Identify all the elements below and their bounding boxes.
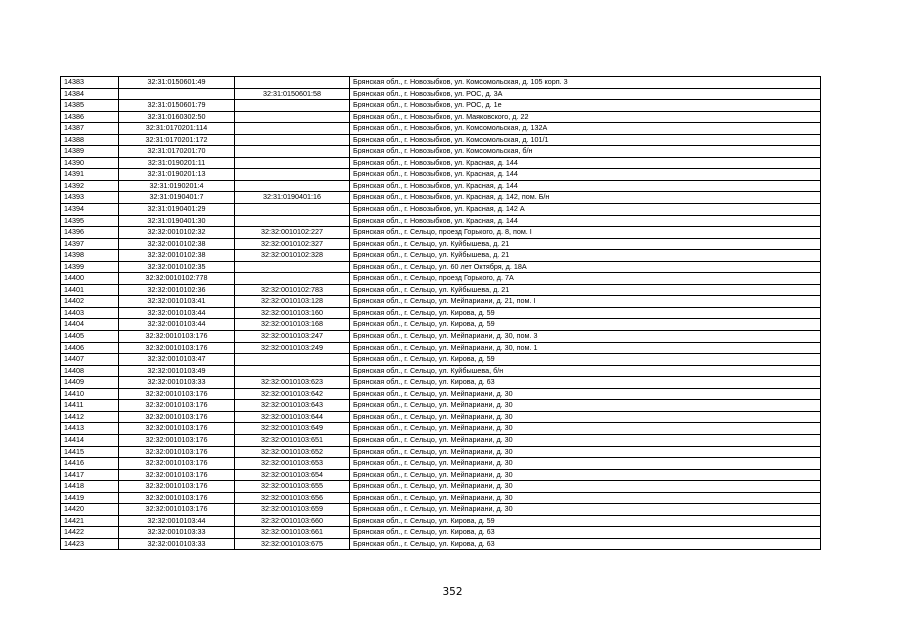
secondary-cadastral-number-cell: 32:32:0010103:656 (235, 492, 350, 504)
address-cell: Брянская обл., г. Новозыбков, ул. РОС, д. 1е (350, 100, 821, 112)
address-cell: Брянская обл., г. Сельцо, ул. Куйбышева, д. 21 (350, 284, 821, 296)
address-cell: Брянская обл., г. Новозыбков, ул. Комсомольская, б/н (350, 146, 821, 158)
address-cell: Брянская обл., г. Сельцо, ул. Куйбышева, д. 21 (350, 238, 821, 250)
table-row (61, 77, 821, 89)
cadastral-number-cell: 32:32:0010103:49 (119, 365, 235, 377)
secondary-cadastral-number-cell: 32:32:0010102:327 (235, 238, 350, 250)
table-row (61, 307, 821, 319)
secondary-cadastral-number-cell (235, 100, 350, 112)
secondary-cadastral-number-cell: 32:32:0010103:675 (235, 538, 350, 550)
cadastral-number-cell: 32:31:0190201:11 (119, 157, 235, 169)
address-cell: Брянская обл., г. Сельцо, ул. Кирова, д. 59 (350, 319, 821, 331)
cadastral-number-cell: 32:32:0010103:176 (119, 504, 235, 516)
secondary-cadastral-number-cell: 32:32:0010103:643 (235, 400, 350, 412)
address-cell: Брянская обл., г. Сельцо, ул. Мейпариани, д. 30 (350, 434, 821, 446)
secondary-cadastral-number-cell (235, 146, 350, 158)
address-cell: Брянская обл., г. Сельцо, ул. Куйбышева, б/н (350, 365, 821, 377)
row-number-cell: 14406 (61, 342, 119, 354)
secondary-cadastral-number-cell: 32:32:0010103:644 (235, 411, 350, 423)
table-row (61, 296, 821, 308)
address-cell: Брянская обл., г. Сельцо, ул. Мейпариани, д. 30, пом. 3 (350, 331, 821, 343)
secondary-cadastral-number-cell: 32:32:0010103:661 (235, 527, 350, 539)
table-row (61, 446, 821, 458)
table-row (61, 227, 821, 239)
cadastral-number-cell: 32:32:0010102:38 (119, 238, 235, 250)
secondary-cadastral-number-cell (235, 123, 350, 135)
cadastral-number-cell: 32:31:0150601:49 (119, 77, 235, 89)
cadastral-number-cell: 32:32:0010102:35 (119, 261, 235, 273)
row-number-cell: 14419 (61, 492, 119, 504)
address-cell: Брянская обл., г. Сельцо, ул. Кирова, д. 59 (350, 354, 821, 366)
row-number-cell: 14412 (61, 411, 119, 423)
address-cell: Брянская обл., г. Сельцо, ул. Мейпариани, д. 30 (350, 423, 821, 435)
row-number-cell: 14385 (61, 100, 119, 112)
address-cell: Брянская обл., г. Новозыбков, ул. Красная, д. 142, пом. Б/н (350, 192, 821, 204)
address-cell: Брянская обл., г. Сельцо, ул. Мейпариани, д. 30 (350, 458, 821, 470)
row-number-cell: 14409 (61, 377, 119, 389)
address-cell: Брянская обл., г. Сельцо, ул. Мейпариани, д. 30 (350, 388, 821, 400)
row-number-cell: 14395 (61, 215, 119, 227)
table-row (61, 134, 821, 146)
address-cell: Брянская обл., г. Новозыбков, ул. РОС, д. 3А (350, 88, 821, 100)
cadastral-number-cell: 32:31:0190401:7 (119, 192, 235, 204)
address-cell: Брянская обл., г. Новозыбков, ул. Комсомольская, д. 101/1 (350, 134, 821, 146)
table-row (61, 538, 821, 550)
secondary-cadastral-number-cell: 32:32:0010103:649 (235, 423, 350, 435)
cadastral-number-cell: 32:32:0010103:176 (119, 342, 235, 354)
table-row (61, 504, 821, 516)
address-cell: Брянская обл., г. Сельцо, проезд Горького, д. 7А (350, 273, 821, 285)
row-number-cell: 14407 (61, 354, 119, 366)
secondary-cadastral-number-cell: 32:32:0010103:652 (235, 446, 350, 458)
cadastral-number-cell: 32:32:0010102:778 (119, 273, 235, 285)
address-cell: Брянская обл., г. Сельцо, ул. Мейпариани, д. 30 (350, 446, 821, 458)
secondary-cadastral-number-cell: 32:32:0010103:623 (235, 377, 350, 389)
row-number-cell: 14396 (61, 227, 119, 239)
table-row (61, 273, 821, 285)
secondary-cadastral-number-cell (235, 77, 350, 89)
table-row (61, 180, 821, 192)
cadastral-number-cell: 32:32:0010103:33 (119, 538, 235, 550)
table-row (61, 250, 821, 262)
secondary-cadastral-number-cell: 32:32:0010103:128 (235, 296, 350, 308)
secondary-cadastral-number-cell: 32:32:0010103:642 (235, 388, 350, 400)
address-cell: Брянская обл., г. Сельцо, ул. Мейпариани, д. 30 (350, 400, 821, 412)
row-number-cell: 14417 (61, 469, 119, 481)
cadastral-number-cell: 32:31:0190401:29 (119, 204, 235, 216)
table-row (61, 365, 821, 377)
cadastral-number-cell: 32:31:0160302:50 (119, 111, 235, 123)
table-row (61, 88, 821, 100)
secondary-cadastral-number-cell: 32:32:0010103:659 (235, 504, 350, 516)
row-number-cell: 14386 (61, 111, 119, 123)
cadastral-number-cell: 32:32:0010102:32 (119, 227, 235, 239)
secondary-cadastral-number-cell: 32:32:0010103:660 (235, 515, 350, 527)
secondary-cadastral-number-cell (235, 204, 350, 216)
secondary-cadastral-number-cell: 32:32:0010102:783 (235, 284, 350, 296)
table-row (61, 515, 821, 527)
table-row (61, 319, 821, 331)
address-cell: Брянская обл., г. Сельцо, ул. Мейпариани, д. 30 (350, 492, 821, 504)
address-cell: Брянская обл., г. Новозыбков, ул. Красная, д. 144 (350, 157, 821, 169)
table-row (61, 331, 821, 343)
address-cell: Брянская обл., г. Сельцо, ул. Мейпариани, д. 30, пом. 1 (350, 342, 821, 354)
table-row (61, 400, 821, 412)
address-cell: Брянская обл., г. Сельцо, ул. Кирова, д. 63 (350, 538, 821, 550)
row-number-cell: 14418 (61, 481, 119, 493)
table-row (61, 377, 821, 389)
row-number-cell: 14394 (61, 204, 119, 216)
table-row (61, 492, 821, 504)
secondary-cadastral-number-cell: 32:32:0010103:653 (235, 458, 350, 470)
cadastral-number-cell: 32:32:0010103:176 (119, 331, 235, 343)
row-number-cell: 14415 (61, 446, 119, 458)
address-cell: Брянская обл., г. Сельцо, ул. Мейпариани, д. 21, пом. I (350, 296, 821, 308)
cadastral-number-cell: 32:32:0010103:44 (119, 319, 235, 331)
secondary-cadastral-number-cell (235, 157, 350, 169)
row-number-cell: 14398 (61, 250, 119, 262)
row-number-cell: 14392 (61, 180, 119, 192)
address-cell: Брянская обл., г. Сельцо, проезд Горького, д. 8, пом. I (350, 227, 821, 239)
row-number-cell: 14421 (61, 515, 119, 527)
table-row (61, 192, 821, 204)
row-number-cell: 14411 (61, 400, 119, 412)
cadastral-number-cell: 32:32:0010103:176 (119, 492, 235, 504)
row-number-cell: 14397 (61, 238, 119, 250)
secondary-cadastral-number-cell (235, 180, 350, 192)
address-cell: Брянская обл., г. Новозыбков, ул. Красная, д. 144 (350, 169, 821, 181)
address-cell: Брянская обл., г. Новозыбков, ул. Красная, д. 144 (350, 215, 821, 227)
table-row (61, 354, 821, 366)
cadastral-number-cell: 32:31:0170201:172 (119, 134, 235, 146)
cadastral-number-cell: 32:32:0010103:176 (119, 434, 235, 446)
address-cell: Брянская обл., г. Сельцо, ул. 60 лет Октября, д. 18А (350, 261, 821, 273)
row-number-cell: 14420 (61, 504, 119, 516)
cadastral-number-cell: 32:32:0010103:176 (119, 481, 235, 493)
row-number-cell: 14389 (61, 146, 119, 158)
secondary-cadastral-number-cell (235, 134, 350, 146)
secondary-cadastral-number-cell: 32:32:0010103:160 (235, 307, 350, 319)
cadastral-number-cell: 32:31:0190201:13 (119, 169, 235, 181)
table-row (61, 469, 821, 481)
registry-table-body (61, 77, 821, 550)
row-number-cell: 14405 (61, 331, 119, 343)
cadastral-number-cell: 32:32:0010103:176 (119, 411, 235, 423)
address-cell: Брянская обл., г. Новозыбков, ул. Красная, д. 144 (350, 180, 821, 192)
address-cell: Брянская обл., г. Сельцо, ул. Кирова, д. 63 (350, 377, 821, 389)
row-number-cell: 14388 (61, 134, 119, 146)
table-row (61, 261, 821, 273)
secondary-cadastral-number-cell (235, 169, 350, 181)
row-number-cell: 14404 (61, 319, 119, 331)
table-row (61, 238, 821, 250)
table-row (61, 388, 821, 400)
secondary-cadastral-number-cell (235, 111, 350, 123)
cadastral-number-cell: 32:32:0010103:33 (119, 527, 235, 539)
cadastral-number-cell (119, 88, 235, 100)
secondary-cadastral-number-cell: 32:32:0010102:328 (235, 250, 350, 262)
cadastral-number-cell: 32:31:0190401:30 (119, 215, 235, 227)
address-cell: Брянская обл., г. Сельцо, ул. Мейпариани, д. 30 (350, 481, 821, 493)
address-cell: Брянская обл., г. Сельцо, ул. Кирова, д. 63 (350, 527, 821, 539)
row-number-cell: 14399 (61, 261, 119, 273)
row-number-cell: 14410 (61, 388, 119, 400)
cadastral-number-cell: 32:32:0010103:176 (119, 446, 235, 458)
address-cell: Брянская обл., г. Сельцо, ул. Куйбышева, д. 21 (350, 250, 821, 262)
secondary-cadastral-number-cell (235, 365, 350, 377)
address-cell: Брянская обл., г. Новозыбков, ул. Комсомольская, д. 132А (350, 123, 821, 135)
address-cell: Брянская обл., г. Новозыбков, ул. Маяковского, д. 22 (350, 111, 821, 123)
address-cell: Брянская обл., г. Сельцо, ул. Мейпариани, д. 30 (350, 469, 821, 481)
table-row (61, 123, 821, 135)
address-cell: Брянская обл., г. Сельцо, ул. Кирова, д. 59 (350, 515, 821, 527)
row-number-cell: 14414 (61, 434, 119, 446)
secondary-cadastral-number-cell (235, 261, 350, 273)
row-number-cell: 14422 (61, 527, 119, 539)
cadastral-number-cell: 32:32:0010103:33 (119, 377, 235, 389)
row-number-cell: 14387 (61, 123, 119, 135)
secondary-cadastral-number-cell: 32:32:0010103:168 (235, 319, 350, 331)
cadastral-number-cell: 32:31:0170201:114 (119, 123, 235, 135)
cadastral-number-cell: 32:31:0170201:70 (119, 146, 235, 158)
row-number-cell: 14408 (61, 365, 119, 377)
table-row (61, 169, 821, 181)
cadastral-number-cell: 32:32:0010103:176 (119, 469, 235, 481)
table-row (61, 111, 821, 123)
secondary-cadastral-number-cell: 32:32:0010102:227 (235, 227, 350, 239)
property-registry-table (60, 76, 821, 550)
cadastral-number-cell: 32:31:0190201:4 (119, 180, 235, 192)
row-number-cell: 14393 (61, 192, 119, 204)
row-number-cell: 14403 (61, 307, 119, 319)
secondary-cadastral-number-cell: 32:32:0010103:655 (235, 481, 350, 493)
table-row (61, 204, 821, 216)
table-row (61, 458, 821, 470)
row-number-cell: 14383 (61, 77, 119, 89)
secondary-cadastral-number-cell (235, 354, 350, 366)
table-row (61, 527, 821, 539)
address-cell: Брянская обл., г. Сельцо, ул. Мейпариани, д. 30 (350, 411, 821, 423)
secondary-cadastral-number-cell (235, 273, 350, 285)
row-number-cell: 14402 (61, 296, 119, 308)
table-row (61, 434, 821, 446)
cadastral-number-cell: 32:32:0010102:36 (119, 284, 235, 296)
row-number-cell: 14423 (61, 538, 119, 550)
row-number-cell: 14384 (61, 88, 119, 100)
table-row (61, 100, 821, 112)
row-number-cell: 14413 (61, 423, 119, 435)
table-row (61, 423, 821, 435)
secondary-cadastral-number-cell: 32:31:0190401:16 (235, 192, 350, 204)
secondary-cadastral-number-cell: 32:31:0150601:58 (235, 88, 350, 100)
address-cell: Брянская обл., г. Сельцо, ул. Кирова, д. 59 (350, 307, 821, 319)
cadastral-number-cell: 32:32:0010103:47 (119, 354, 235, 366)
table-row (61, 157, 821, 169)
row-number-cell: 14400 (61, 273, 119, 285)
secondary-cadastral-number-cell: 32:32:0010103:651 (235, 434, 350, 446)
cadastral-number-cell: 32:32:0010102:38 (119, 250, 235, 262)
secondary-cadastral-number-cell: 32:32:0010103:249 (235, 342, 350, 354)
secondary-cadastral-number-cell (235, 215, 350, 227)
secondary-cadastral-number-cell: 32:32:0010103:247 (235, 331, 350, 343)
table-row (61, 284, 821, 296)
table-row (61, 146, 821, 158)
page-number: 352 (442, 586, 463, 598)
table-row (61, 411, 821, 423)
address-cell: Брянская обл., г. Новозыбков, ул. Красная, д. 142 А (350, 204, 821, 216)
row-number-cell: 14416 (61, 458, 119, 470)
cadastral-number-cell: 32:32:0010103:176 (119, 458, 235, 470)
cadastral-number-cell: 32:32:0010103:176 (119, 423, 235, 435)
table-row (61, 215, 821, 227)
address-cell: Брянская обл., г. Сельцо, ул. Мейпариани, д. 30 (350, 504, 821, 516)
row-number-cell: 14390 (61, 157, 119, 169)
table-row (61, 481, 821, 493)
row-number-cell: 14401 (61, 284, 119, 296)
address-cell: Брянская обл., г. Новозыбков, ул. Комсомольская, д. 105 корп. 3 (350, 77, 821, 89)
table-row (61, 342, 821, 354)
cadastral-number-cell: 32:32:0010103:41 (119, 296, 235, 308)
cadastral-number-cell: 32:31:0150601:79 (119, 100, 235, 112)
cadastral-number-cell: 32:32:0010103:176 (119, 400, 235, 412)
row-number-cell: 14391 (61, 169, 119, 181)
cadastral-number-cell: 32:32:0010103:44 (119, 515, 235, 527)
cadastral-number-cell: 32:32:0010103:44 (119, 307, 235, 319)
cadastral-number-cell: 32:32:0010103:176 (119, 388, 235, 400)
secondary-cadastral-number-cell: 32:32:0010103:654 (235, 469, 350, 481)
